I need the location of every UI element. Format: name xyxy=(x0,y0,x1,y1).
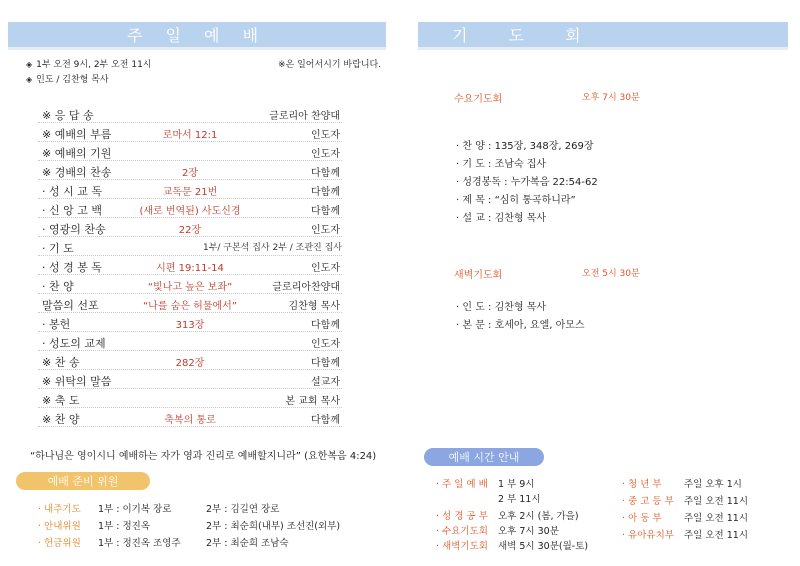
schedule-title: 예배 시간 안내 xyxy=(424,448,544,466)
prep-committee-title: 예배 준비 위원 xyxy=(16,472,150,490)
wed-prayer-time: 오후 7시 30분 xyxy=(582,93,640,103)
dawn-prayer-title: 새벽기도회 xyxy=(454,270,503,281)
schedule-value: 새벽 5시 30분(월-토) xyxy=(498,541,589,552)
order-row xyxy=(38,256,342,275)
order-item-leader: 다함께 xyxy=(311,187,340,198)
order-row xyxy=(38,370,342,389)
prayer-meeting-header xyxy=(418,22,788,50)
order-row xyxy=(38,313,342,332)
wed-prayer-title: 수요기도회 xyxy=(454,94,503,105)
sunday-service-title: 주 일 예 배 xyxy=(126,26,268,45)
order-item-name: ※ 예배의 부름 xyxy=(42,128,112,141)
prayer-meeting-title: 기 도 회 xyxy=(452,26,599,45)
order-item-leader: 인도자 xyxy=(311,130,340,141)
order-item-leader: 다함께 xyxy=(311,415,340,426)
order-item-detail: (새로 번역된) 사도신경 xyxy=(139,206,241,217)
dawn-item: · 인 도 : 김찬형 목사 xyxy=(456,302,547,313)
order-item-name: ※ 찬 송 xyxy=(42,356,80,369)
order-item-name: · 찬 양 xyxy=(42,280,74,293)
schedule-label: · 수요기도회 xyxy=(436,526,488,537)
schedule-value: 주일 오전 11시 xyxy=(684,530,749,541)
schedule-value: 1 부 9시 xyxy=(498,479,535,490)
order-item-name: ※ 예배의 기원 xyxy=(42,147,112,160)
prep-first-service: 1부 : 이기복 장로 xyxy=(98,504,172,515)
schedule-label: · 아 동 부 xyxy=(622,513,662,524)
order-row xyxy=(38,104,342,123)
order-row xyxy=(38,237,342,256)
prep-role: · 헌금위원 xyxy=(38,538,81,549)
order-item-leader: 다함께 xyxy=(311,168,340,179)
schedule-label: · 유아유치부 xyxy=(622,530,674,541)
order-item-name: · 성 경 봉 독 xyxy=(42,261,102,274)
order-item-name: ※ 찬 양 xyxy=(42,413,80,426)
dawn-item: · 본 문 : 호세아, 요엘, 아모스 xyxy=(456,320,585,331)
order-item-name: · 영광의 찬송 xyxy=(42,223,106,236)
wed-item: · 기 도 : 조남숙 집사 xyxy=(456,159,547,170)
order-item-name: · 신 앙 고 백 xyxy=(42,204,102,217)
order-item-name: ※ 응 답 송 xyxy=(42,109,94,122)
order-item-detail: 축복의 통로 xyxy=(164,415,216,426)
order-item-name: · 봉헌 xyxy=(42,318,71,331)
wed-item: · 제 목 : “심히 통곡하니라” xyxy=(456,195,576,206)
diamond-icon: ◈ xyxy=(26,75,33,84)
prep-row xyxy=(38,501,279,515)
schedule-value: 주일 오전 11시 xyxy=(684,513,749,524)
order-item-leader: 인도자 xyxy=(311,225,340,236)
prep-role: · 안내위원 xyxy=(38,521,81,532)
order-row xyxy=(38,351,342,370)
order-item-leader: 본 교회 목사 xyxy=(285,396,340,407)
schedule-value: 주일 오후 1시 xyxy=(684,479,742,490)
order-row xyxy=(38,161,342,180)
order-row xyxy=(38,123,342,142)
schedule-label: · 주 일 예 배 xyxy=(436,479,488,490)
order-item-leader: 글로리아 찬양대 xyxy=(269,111,340,122)
order-row xyxy=(38,199,342,218)
order-row xyxy=(38,180,342,199)
order-item-name: · 성 시 교 독 xyxy=(42,185,102,198)
order-item-leader: 다함께 xyxy=(311,358,340,369)
schedule-value: 오후 2시 (봄, 가을) xyxy=(498,511,579,522)
order-item-leader: 인도자 xyxy=(311,149,340,160)
schedule-label: · 중 고 등 부 xyxy=(622,496,674,507)
order-item-name: ※ 경배의 찬송 xyxy=(42,166,112,179)
order-item-name: ※ 축 도 xyxy=(42,394,80,407)
order-item-detail: 22장 xyxy=(178,225,202,236)
order-item-name: 말씀의 선포 xyxy=(42,299,99,312)
prep-second-service: 2부 : 최순희(내부) 조선진(외부) xyxy=(206,521,341,532)
order-row xyxy=(38,332,342,351)
standing-note: ※온 일어서시기 바랍니다. xyxy=(278,60,382,70)
schedule-label: · 청 년 부 xyxy=(622,479,662,490)
prep-role: · 내주기도 xyxy=(38,504,81,515)
order-item-detail: 시편 19:11-14 xyxy=(156,263,224,274)
order-item-leader: 글로리아찬양대 xyxy=(272,282,340,293)
order-item-detail: 282장 xyxy=(175,358,205,369)
order-item-detail: 313장 xyxy=(175,320,205,331)
order-item-detail: “빛나고 높은 보좌” xyxy=(147,282,233,293)
prep-second-service: 2부 : 최순희 조남숙 xyxy=(206,538,289,549)
order-item-leader: 김찬형 목사 xyxy=(288,301,340,312)
order-row xyxy=(38,389,342,408)
scripture-verse: “하나님은 영이시니 예배하는 자가 영과 진리로 예배할지니라” (요한복음 4:24) xyxy=(30,451,377,462)
prep-first-service: 1부 : 정진옥 xyxy=(98,521,150,532)
order-item-leader: 인도자 xyxy=(311,339,340,350)
service-times: ◈ 1부 오전 9시, 2부 오전 11시 xyxy=(26,60,152,70)
order-item-detail: 교독문 21번 xyxy=(162,187,218,198)
diamond-icon: ◈ xyxy=(26,60,33,69)
schedule-label: · 새벽기도회 xyxy=(436,541,488,552)
sunday-service-header xyxy=(8,22,386,50)
order-item-leader: 인도자 xyxy=(311,263,340,274)
order-item-detail: “나를 숨은 허물에서” xyxy=(143,301,237,312)
order-item-leader: 다함께 xyxy=(311,206,340,217)
prep-row xyxy=(38,518,340,532)
wed-item: · 성경봉독 : 누가복음 22:54-62 xyxy=(456,177,598,188)
order-row xyxy=(38,218,342,237)
schedule-value: 오후 7시 30분 xyxy=(498,526,559,537)
prep-second-service: 2부 : 김길연 장로 xyxy=(206,504,280,515)
order-item-name: · 성도의 교제 xyxy=(42,337,106,350)
order-item-leader: 설교자 xyxy=(311,377,340,388)
prep-first-service: 1부 : 정진옥 조영주 xyxy=(98,538,181,549)
order-item-detail: 로마서 12:1 xyxy=(162,130,218,141)
order-row xyxy=(38,275,342,294)
order-item-leader: 다함께 xyxy=(311,320,340,331)
wed-item: · 설 교 : 김찬형 목사 xyxy=(456,213,547,224)
preacher-line: ◈ 인도 / 김찬형 목사 xyxy=(26,75,109,85)
order-row xyxy=(38,294,342,313)
schedule-label: · 성 경 공 부 xyxy=(436,511,488,522)
order-row xyxy=(38,142,342,161)
wed-item: · 찬 양 : 135장, 348장, 269장 xyxy=(456,141,594,152)
schedule-value: 2 부 11시 xyxy=(498,494,541,505)
prep-row xyxy=(38,535,289,549)
dawn-prayer-time: 오전 5시 30분 xyxy=(582,269,640,279)
order-item-name: · 기 도 xyxy=(42,242,74,255)
order-item-name: ※ 위탁의 말씀 xyxy=(42,375,112,388)
order-item-detail: 2장 xyxy=(181,168,199,179)
order-row xyxy=(38,408,342,427)
order-item-detail: 1부/ 구본석 집사 2부 / 조관진 집사 xyxy=(202,243,342,253)
schedule-value: 주일 오전 11시 xyxy=(684,496,749,507)
